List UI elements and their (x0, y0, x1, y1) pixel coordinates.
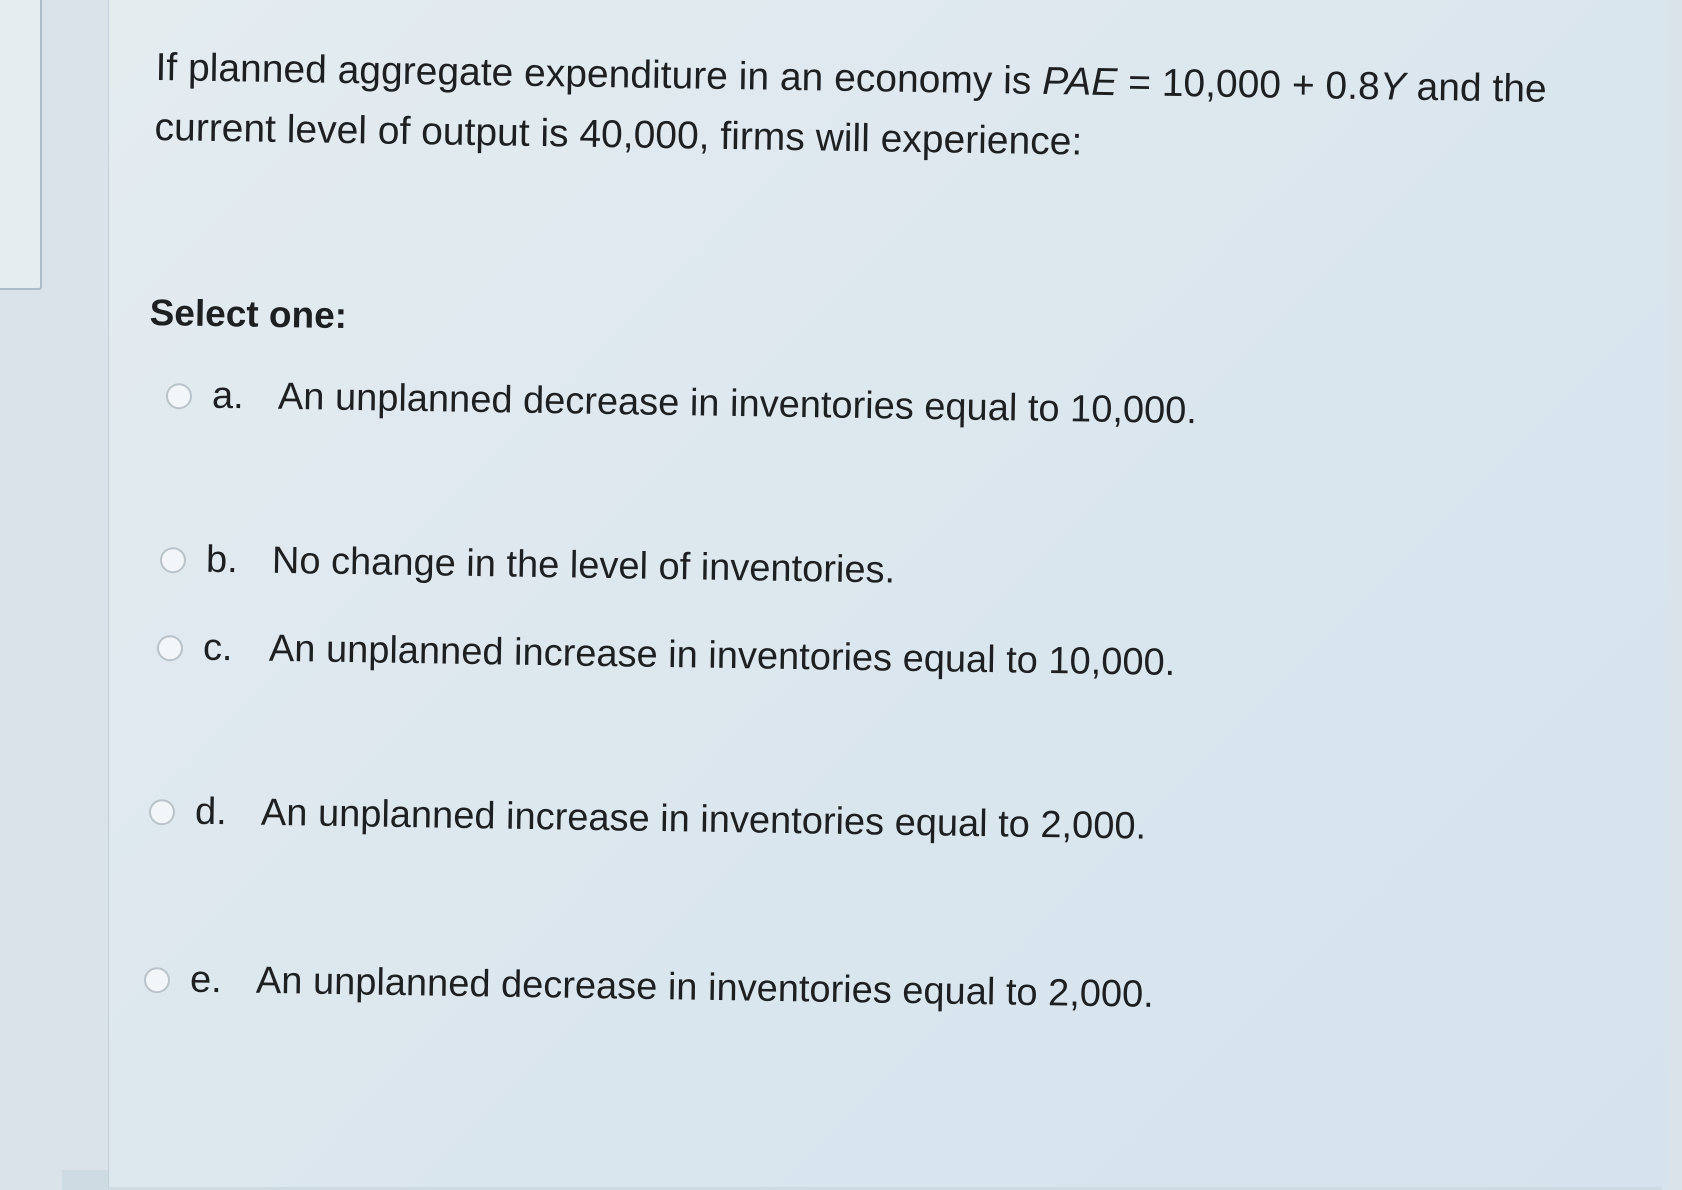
option-letter: e. (189, 958, 223, 1002)
option-letter: b. (205, 538, 239, 582)
option-label[interactable]: An unplanned increase in inventories equal to 10,000. (268, 627, 1176, 684)
radio-button-b[interactable] (160, 547, 186, 573)
option-letter: d. (194, 790, 228, 834)
radio-button-a[interactable] (166, 383, 192, 409)
question-equation: = 10,000 + 0.8 (1117, 61, 1381, 109)
option-letter: c. (202, 626, 233, 670)
question-math-y: Y (1379, 65, 1407, 109)
select-one-label: Select one: (149, 292, 348, 337)
radio-button-c[interactable] (157, 635, 183, 661)
option-label[interactable]: An unplanned increase in inventories equal to 2,000. (260, 791, 1147, 848)
question-suffix: and the current level of output is 40,000, firms will experience: (154, 65, 1548, 164)
question-text (154, 38, 1576, 180)
side-panel-edge (0, 0, 42, 290)
question-math-pae: PAE (1041, 59, 1118, 105)
option-letter: a. (211, 374, 245, 418)
option-label[interactable]: An unplanned decrease in inventories equal to 10,000. (277, 375, 1198, 433)
option-label[interactable]: An unplanned decrease in inventories equal to 2,000. (255, 959, 1155, 1016)
question-prefix: If planned aggregate expenditure in an economy is (155, 45, 1043, 103)
radio-button-e[interactable] (144, 967, 170, 993)
option-label[interactable]: No change in the level of inventories. (271, 539, 896, 592)
radio-button-d[interactable] (149, 799, 175, 825)
